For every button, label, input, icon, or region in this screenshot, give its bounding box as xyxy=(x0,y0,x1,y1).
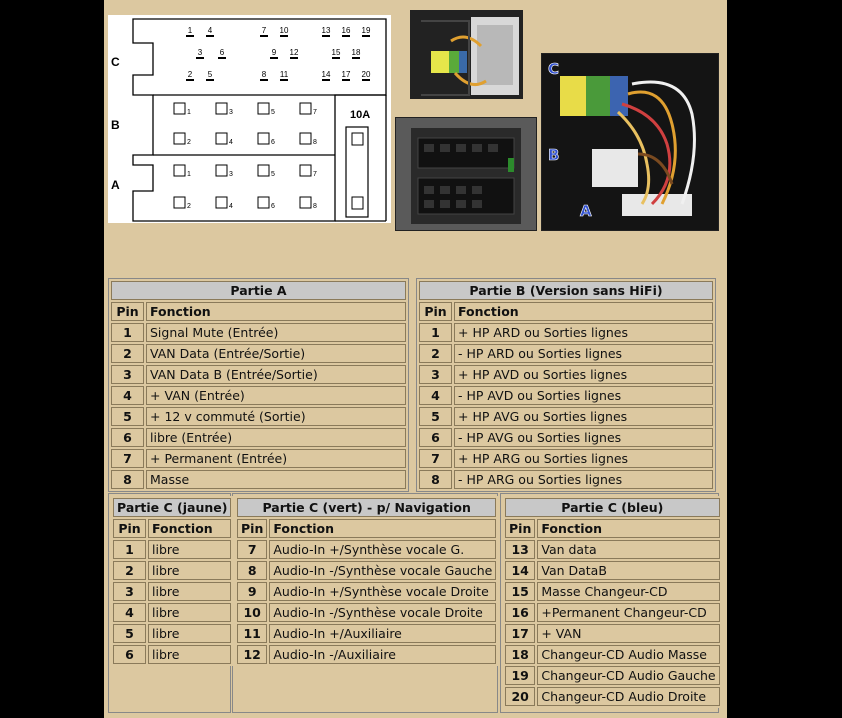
fuse-box xyxy=(346,127,368,217)
table-partie-b xyxy=(416,278,716,492)
table-row xyxy=(113,624,231,643)
table-row xyxy=(237,582,496,601)
c-pin-number: 15 xyxy=(331,48,341,57)
table-title: Partie C (vert) - p/ Navigation xyxy=(237,498,496,517)
fuse-label: 10A xyxy=(350,109,371,121)
connector-diagram xyxy=(108,15,391,223)
a-pins-socket xyxy=(258,197,269,208)
pin-function: libre xyxy=(148,561,231,580)
c-pin-contact xyxy=(280,79,288,81)
b-pins-number: 3 xyxy=(229,109,233,116)
c-pin-number: 1 xyxy=(187,26,193,35)
table-row xyxy=(505,603,720,622)
c-pin-number: 13 xyxy=(321,26,331,35)
c-pin-number: 6 xyxy=(219,48,225,57)
col-header-pin: Pin xyxy=(419,302,452,321)
pin-number: 19 xyxy=(505,666,535,685)
pin-function: + HP ARD ou Sorties lignes xyxy=(454,323,713,342)
c-pin-contact xyxy=(280,35,288,37)
table-row xyxy=(113,603,231,622)
pin-number: 6 xyxy=(113,645,146,664)
b-pins-socket xyxy=(174,133,185,144)
table-row xyxy=(111,407,406,426)
c-pin-contact xyxy=(206,79,214,81)
table-row xyxy=(111,449,406,468)
table-row xyxy=(111,323,406,342)
pin-function: + VAN (Entrée) xyxy=(146,386,406,405)
c-pin-number: 17 xyxy=(341,70,351,79)
ab-pin-group xyxy=(174,103,317,210)
b-pins-number: 8 xyxy=(313,139,317,146)
pin-function: Audio-In -/Synthèse vocale Gauche xyxy=(269,561,496,580)
table-row xyxy=(419,386,713,405)
pin-function: + HP AVD ou Sorties lignes xyxy=(454,365,713,384)
pin-number: 8 xyxy=(419,470,452,489)
pin-number: 5 xyxy=(419,407,452,426)
pin-function: - HP AVG ou Sorties lignes xyxy=(454,428,713,447)
pin-number: 3 xyxy=(113,582,146,601)
c-pin-number: 7 xyxy=(261,26,267,35)
b-pins-number: 2 xyxy=(187,139,191,146)
table-row xyxy=(419,407,713,426)
pin-number: 13 xyxy=(505,540,535,559)
pin-number: 15 xyxy=(505,582,535,601)
table-row xyxy=(419,428,713,447)
pin-function: + HP ARG ou Sorties lignes xyxy=(454,449,713,468)
a-pins-number: 1 xyxy=(187,171,191,178)
b-pins-number: 5 xyxy=(271,109,275,116)
table-row xyxy=(237,645,496,664)
pin-function: libre xyxy=(148,540,231,559)
row-label-b: B xyxy=(111,118,120,132)
table-row xyxy=(505,540,720,559)
photo-iso-connector xyxy=(395,117,537,231)
table-row xyxy=(419,344,713,363)
a-pins-socket xyxy=(258,165,269,176)
table-partie-c-vert xyxy=(235,496,498,666)
pin-function: Audio-In -/Auxiliaire xyxy=(269,645,496,664)
pin-number: 4 xyxy=(419,386,452,405)
col-header-pin: Pin xyxy=(111,302,144,321)
c-pin-contact xyxy=(352,57,360,59)
a-pins-number: 3 xyxy=(229,171,233,178)
c-pin-contact xyxy=(322,35,330,37)
pin-number: 3 xyxy=(419,365,452,384)
pin-number: 12 xyxy=(237,645,267,664)
b-pins-number: 6 xyxy=(271,139,275,146)
pin-number: 2 xyxy=(113,561,146,580)
pin-number: 14 xyxy=(505,561,535,580)
a-pins-number: 2 xyxy=(187,203,191,210)
table-row xyxy=(113,540,231,559)
pin-function: + HP AVG ou Sorties lignes xyxy=(454,407,713,426)
pin-number: 16 xyxy=(505,603,535,622)
connector-outline xyxy=(133,19,386,221)
pin-function: Changeur-CD Audio Droite xyxy=(537,687,719,706)
a-pins-socket xyxy=(216,197,227,208)
table-title: Partie C (jaune) xyxy=(113,498,231,517)
col-header-fonction: Fonction xyxy=(148,519,231,538)
table-row xyxy=(419,365,713,384)
pin-function: Masse Changeur-CD xyxy=(537,582,719,601)
c-pin-number: 19 xyxy=(361,26,371,35)
pin-number: 11 xyxy=(237,624,267,643)
col-header-fonction: Fonction xyxy=(537,519,719,538)
c-pin-contact xyxy=(206,35,214,37)
pin-function: libre xyxy=(148,645,231,664)
pin-function: Audio-In -/Synthèse vocale Droite xyxy=(269,603,496,622)
col-header-pin: Pin xyxy=(505,519,535,538)
pin-function: VAN Data (Entrée/Sortie) xyxy=(146,344,406,363)
pin-function: + 12 v commuté (Sortie) xyxy=(146,407,406,426)
c-pin-contact xyxy=(260,35,268,37)
pin-function: libre xyxy=(148,582,231,601)
table-row xyxy=(113,645,231,664)
row-label-a: A xyxy=(111,178,120,192)
c-pin-contact xyxy=(342,35,350,37)
c-pin-contact xyxy=(196,57,204,59)
b-pins-number: 4 xyxy=(229,139,233,146)
c-pin-number: 10 xyxy=(279,26,289,35)
pin-function: Changeur-CD Audio Masse xyxy=(537,645,719,664)
photo-harness xyxy=(541,53,719,231)
table-row xyxy=(505,666,720,685)
row-label-c: C xyxy=(111,55,120,69)
b-pins-socket xyxy=(258,133,269,144)
c-pin-contact xyxy=(342,79,350,81)
a-pins-socket xyxy=(174,165,185,176)
a-pins-number: 8 xyxy=(313,203,317,210)
pin-function: +Permanent Changeur-CD xyxy=(537,603,719,622)
pin-number: 3 xyxy=(111,365,144,384)
pin-number: 4 xyxy=(113,603,146,622)
c-pin-contact xyxy=(362,35,370,37)
pin-function: - HP AVD ou Sorties lignes xyxy=(454,386,713,405)
pin-number: 18 xyxy=(505,645,535,664)
a-pins-number: 5 xyxy=(271,171,275,178)
pin-function: + Permanent (Entrée) xyxy=(146,449,406,468)
pin-number: 1 xyxy=(419,323,452,342)
c-pin-number: 16 xyxy=(341,26,351,35)
table-row xyxy=(113,561,231,580)
harness-label-c: C xyxy=(548,60,560,78)
c-pin-number: 5 xyxy=(207,70,213,79)
col-header-pin: Pin xyxy=(113,519,146,538)
table-row xyxy=(113,582,231,601)
col-header-fonction: Fonction xyxy=(146,302,406,321)
photo-radio-cavity xyxy=(410,10,523,99)
connector-diagram-svg xyxy=(108,15,391,223)
pin-function: Van DataB xyxy=(537,561,719,580)
pin-number: 17 xyxy=(505,624,535,643)
pin-function: libre xyxy=(148,624,231,643)
pin-function: Audio-In +/Synthèse vocale G. xyxy=(269,540,496,559)
pin-function: Masse xyxy=(146,470,406,489)
pin-number: 7 xyxy=(237,540,267,559)
table-row xyxy=(505,624,720,643)
table-partie-c-bleu xyxy=(503,496,722,708)
c-pin-number: 18 xyxy=(351,48,361,57)
pin-number: 7 xyxy=(111,449,144,468)
c-pin-number: 9 xyxy=(271,48,277,57)
c-pin-number: 2 xyxy=(187,70,193,79)
table-title: Partie A xyxy=(111,281,406,300)
table-row xyxy=(419,323,713,342)
b-pins-socket xyxy=(300,133,311,144)
pin-function: VAN Data B (Entrée/Sortie) xyxy=(146,365,406,384)
pin-number: 5 xyxy=(111,407,144,426)
c-pin-number: 12 xyxy=(289,48,299,57)
c-pin-contact xyxy=(322,79,330,81)
table-row xyxy=(111,428,406,447)
pin-number: 1 xyxy=(111,323,144,342)
table-row xyxy=(505,561,720,580)
c-pin-contact xyxy=(218,57,226,59)
b-pins-number: 7 xyxy=(313,109,317,116)
a-pins-number: 4 xyxy=(229,203,233,210)
pin-function: Changeur-CD Audio Gauche xyxy=(537,666,719,685)
c-pin-number: 4 xyxy=(207,26,213,35)
a-pins-socket xyxy=(300,165,311,176)
pin-number: 5 xyxy=(113,624,146,643)
table-row xyxy=(111,365,406,384)
pin-function: Audio-In +/Synthèse vocale Droite xyxy=(269,582,496,601)
pin-function: Audio-In +/Auxiliaire xyxy=(269,624,496,643)
table-row xyxy=(419,449,713,468)
pin-function: Signal Mute (Entrée) xyxy=(146,323,406,342)
b-pins-socket xyxy=(300,103,311,114)
a-pins-number: 7 xyxy=(313,171,317,178)
pin-number: 1 xyxy=(113,540,146,559)
c-pin-number: 11 xyxy=(279,70,289,79)
a-pins-socket xyxy=(216,165,227,176)
b-pins-socket xyxy=(174,103,185,114)
pin-function: + VAN xyxy=(537,624,719,643)
table-partie-c-jaune xyxy=(111,496,233,666)
pin-number: 7 xyxy=(419,449,452,468)
c-pin-contact xyxy=(290,57,298,59)
pin-number: 8 xyxy=(237,561,267,580)
table-title: Partie C (bleu) xyxy=(505,498,720,517)
harness-label-b: B xyxy=(548,146,560,164)
b-pins-socket xyxy=(216,133,227,144)
table-row xyxy=(111,470,406,489)
a-pins-socket xyxy=(300,197,311,208)
table-partie-a xyxy=(108,278,409,492)
pin-number: 4 xyxy=(111,386,144,405)
pin-number: 8 xyxy=(111,470,144,489)
pin-number: 2 xyxy=(419,344,452,363)
pin-function: libre (Entrée) xyxy=(146,428,406,447)
table-row xyxy=(505,687,720,706)
table-row xyxy=(111,344,406,363)
c-pin-number: 3 xyxy=(197,48,203,57)
table-row xyxy=(505,582,720,601)
table-row xyxy=(111,386,406,405)
pin-number: 2 xyxy=(111,344,144,363)
b-pins-number: 1 xyxy=(187,109,191,116)
table-row xyxy=(419,470,713,489)
table-title: Partie B (Version sans HiFi) xyxy=(419,281,713,300)
col-header-fonction: Fonction xyxy=(269,519,496,538)
c-pin-group xyxy=(186,26,371,81)
pin-function: - HP ARD ou Sorties lignes xyxy=(454,344,713,363)
table-row xyxy=(237,603,496,622)
table-row xyxy=(505,645,720,664)
pin-number: 6 xyxy=(419,428,452,447)
pin-number: 10 xyxy=(237,603,267,622)
c-pin-number: 14 xyxy=(321,70,331,79)
col-header-pin: Pin xyxy=(237,519,267,538)
c-pin-contact xyxy=(332,57,340,59)
pin-function: Van data xyxy=(537,540,719,559)
c-pin-contact xyxy=(186,79,194,81)
b-pins-socket xyxy=(258,103,269,114)
c-pin-number: 8 xyxy=(261,70,267,79)
a-pins-number: 6 xyxy=(271,203,275,210)
pin-number: 6 xyxy=(111,428,144,447)
table-row xyxy=(237,540,496,559)
pin-number: 9 xyxy=(237,582,267,601)
c-pin-contact xyxy=(186,35,194,37)
col-header-fonction: Fonction xyxy=(454,302,713,321)
harness-label-a: A xyxy=(580,202,592,220)
table-row xyxy=(237,561,496,580)
c-pin-contact xyxy=(270,57,278,59)
pin-number: 20 xyxy=(505,687,535,706)
c-pin-number: 20 xyxy=(361,70,371,79)
table-row xyxy=(237,624,496,643)
pin-function: - HP ARG ou Sorties lignes xyxy=(454,470,713,489)
a-pins-socket xyxy=(174,197,185,208)
c-pin-contact xyxy=(362,79,370,81)
b-pins-socket xyxy=(216,103,227,114)
c-pin-contact xyxy=(260,79,268,81)
pin-function: libre xyxy=(148,603,231,622)
